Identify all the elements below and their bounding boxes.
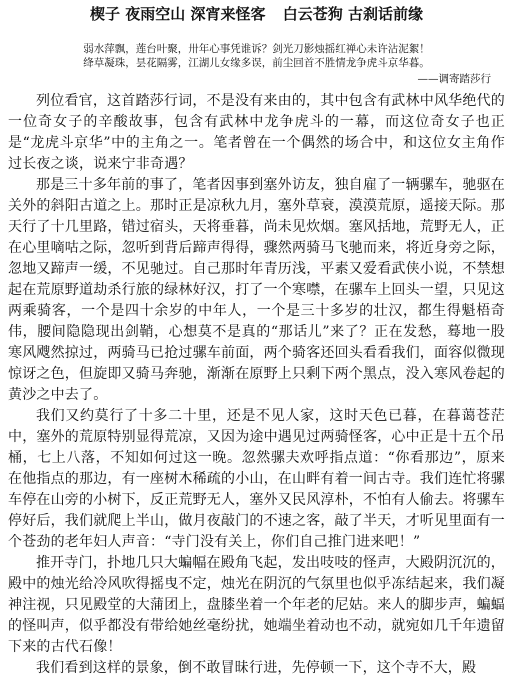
poem-block: [8, 42, 505, 70]
poem-line-2: 绛草凝珠，昙花隔雾，江湖儿女缘多误，前尘回首不胜情龙争虎斗京华暮。: [83, 57, 430, 69]
paragraph-2: 那是三十多年前的事了，笔者因事到塞外访友，独自雇了一辆骡车，驰驱在关外的斜阳古道之上。那时正是凉秋九月，塞外草衰，漠漠荒原，遥接天际。那天行了十几里路，错过宿头，天将垂暮，尚未见炊烟。塞风括地，荒野无人，正在心里嘀咕之际，忽听到背后蹄声得得，骤然两骑马飞驰而来，将近身旁之际，忽地又蹄声一缓，不见驰过。自己那时年青历浅，平素又爱看武侠小说，不禁想起在荒原野道劫杀行旅的绿林好汉，打了一个寒噤，在骡车上回头一望，只见这两乘骑客，一个是四十余岁的中年人，一个是三十多岁的壮汉，都生得魁梧奇伟，腰间隐隐现出剑鞘，心想莫不是真的“那话儿”来了？正在发愁，蓦地一股寒风飕然掠过，两骑马已抢过骡车前面，两个骑客还回头看看我们，面容似微现惊讶之色，但旋即又骑马奔驰，渐渐在原野上只剩下两个黑点，没入寒风卷起的黄沙之中去了。: [8, 177, 505, 403]
paragraph-4: 推开寺门，扑地几只大蝙幅在殿角飞起，发出吱吱的怪声，大殿阴沉沉的，殿中的烛光给冷风吹得摇曳不定，烛光在阴沉的气氛里也似乎冻结起来，我们凝神注视，只见殿堂的大蒲团上，盘膝坐着一个年老的尼姑。来人的脚步声，蝙蝠的怪叫声，似乎都没有带给她丝毫纷扰，她端坐着动也不动，就宛如几千年遗留下来的古代石像！: [8, 555, 505, 655]
poem-line-1: 弱水萍飘，莲台叶聚，卅年心事凭谁诉？剑光刀影烛摇红禅心未许沾泥絮！: [83, 43, 430, 55]
chapter-title-part-1: 楔子 夜雨空山 深宵来怪客: [90, 5, 266, 23]
paragraph-5: 我们看到这样的景象，倒不敢冒昧行进，先停顿一下，这个寺不大，殿: [36, 660, 477, 676]
paragraph-3: 我们又约莫行了十多二十里，还是不见人家，这时天色已暮，在暮蔼苍茫中，塞外的荒原特别显得荒凉，又因为途中遇见过两骑怪客，心中正是十五个吊桶，七上八落，不知如何过这一晚。忽然骡夫欢呼指点道：“你看那边”，原来在他指点的那边，有一座树木稀疏的小山，在山畔有着一间古寺。我们连忙将骡车停在山旁的小树下，反正荒野无人，塞外又民风淳朴，不怕有人偷去。将骡车停好后，我们就爬上半山，做月夜敲门的不速之客，敲了半天，才听见里面有一个苍劲的老年妇人声音：“寺门没有关上，你们自己推门进来吧！”: [8, 408, 505, 550]
chapter-title-part-2: 白云苍狗 古刹话前缘: [282, 5, 423, 23]
poem-signature: ——调寄踏莎行: [417, 73, 491, 85]
paragraph-1: 列位看官，这首踏莎行词，不是没有来由的，其中包含有武林中风华绝代的一位奇女子的辛酸故事，包含有武林中龙争虎斗的一幕，而这位奇女子也正是“龙虎斗京华”中的主角之一。笔者曾在一个偶然的场合中，和这位女主角作过长夜之谈，说来宁非奇遇？: [8, 93, 505, 172]
body-text: [8, 91, 505, 679]
chapter-title: [8, 4, 505, 24]
